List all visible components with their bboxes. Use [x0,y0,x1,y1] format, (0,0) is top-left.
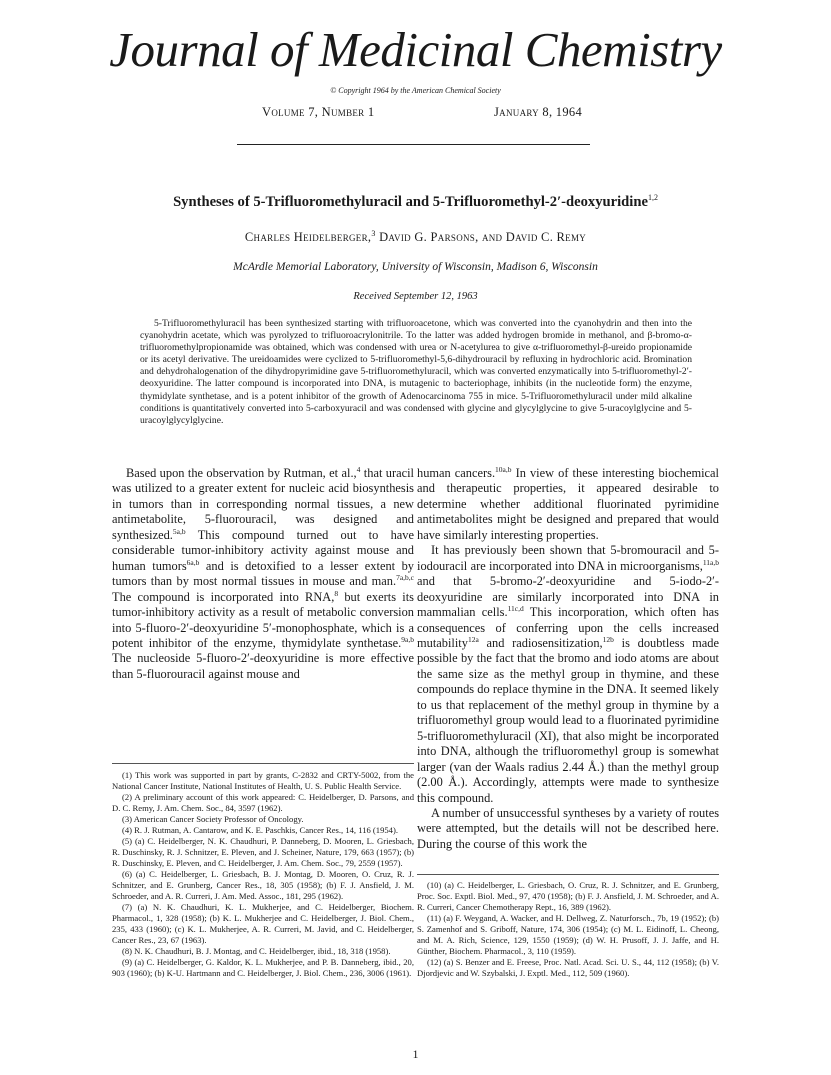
footnote: (12) (a) S. Benzer and E. Freese, Proc. Natl. Acad. Sci. U. S., 44, 112 (1958); (b) V. Djordjevic and W. Szybalski, J. Exptl. Med., 112, 509 (1960). [417,957,719,978]
footnotes-left [112,770,414,979]
body-text: human cancers. [417,466,496,480]
received-date: Received September 12, 1963 [353,291,478,302]
footnote: (5) (a) C. Heidelberger, N. K. Chaudhuri, P. Danneberg, D. Mooren, L. Griesbach, R. Duschinsky, R. J. Schnitzer, E. Pleven, and J. Scheiner, Nature, 179, 663 (1957); (b) R. Duschinsky, E. Pleven, and C. Heidelberger, J. Am. Chem. Soc., 79, 2559 (1957). [112,836,414,868]
body-text: and that 5-bromo-2′-deoxyuridine and 5-iodo-2′-deoxyuridine are similarly incorporated into DNA in mammalian cells. [417,574,719,620]
footnote-rule-left [112,763,414,764]
citation-ref: 12a [467,634,479,644]
citation-ref: 4 [356,464,361,474]
author-footnote-ref: 3 [371,229,376,238]
citation-ref: 6a,b [186,557,200,567]
citation-ref: 11c,d [507,603,524,613]
footnote-rule-right [417,874,719,875]
body-text: This incorporation, which often has consequences of conferring upon the cells increased mutability [417,605,719,650]
citation-ref: 5a,b [172,526,186,536]
copyright-notice: © Copyright 1964 by the American Chemical Society [330,86,501,95]
citation-ref: 9a,b [401,634,414,644]
footnotes-right [417,880,719,979]
affiliation: McArdle Memorial Laboratory, University of Wisconsin, Madison 6, Wisconsin [233,261,598,273]
citation-ref: 11a,b [702,557,719,567]
page-number: 1 [412,1047,419,1061]
body-paragraph [417,466,719,543]
article-title [0,193,831,211]
body-text: This compound turned out to have considerable tumor-inhibitory activity against mouse and human tumors [112,527,414,573]
body-text: The compound is incorporated into RNA, [112,589,335,604]
body-text: In view of these interesting biochemical and therapeutic properties, it appeared desirable to determine whether additional fluorinated pyrimidine antimetabolites might be designed and prepared that would have similarly interesting properties. [417,466,719,542]
authors-rest: David G. Parsons, and David C. Remy [375,230,587,245]
citation-ref: 12b [602,634,614,644]
journal-title: Journal of Medicinal Chemistry [109,22,722,77]
title-footnote-refs: 1,2 [647,193,658,202]
header-rule [237,144,590,145]
body-text: It has previously been shown that 5-bromouracil and 5-iodouracil are incorporated into DNA in microorganisms, [417,543,719,573]
authors [0,229,831,245]
body-column-left [112,466,414,682]
footnote: (7) (a) N. K. Chaudhuri, K. L. Mukherjee, and C. Heidelberger, Biochem. Pharmacol., 1, 328 (1958); (b) K. L. Mukherjee and C. Heidelberger, J. Biol. Chem., 235, 433 (1960); (c) K. L. Mukherjee, A. R. Curreri, M. Javid, and C. Heidelberger, Cancer Res., 23, 67 (1963). [112,902,414,945]
body-column-right [417,466,719,852]
footnote: (9) (a) C. Heidelberger, G. Kaldor, K. L. Mukherjee, and P. B. Danneberg, ibid., 20, 903 (1960); (b) K-U. Hartmann and C. Heidelberger, J. Biol. Chem., 236, 3006 (1961). [112,957,414,978]
body-text: that uracil was utilized to a greater extent for nucleic acid biosynthesis in tumors than in corresponding normal tissues, a new antimetabolite, 5-fluorouracil, was designed and synthesized. [112,466,415,542]
footnote: (2) A preliminary account of this work appeared: C. Heidelberger, D. Parsons, and D. C. Remy, J. Am. Chem. Soc., 84, 3597 (1962). [112,792,414,813]
author-heidelberger: Charles Heidelberger, [244,230,372,245]
citation-ref: 10a,b [495,464,512,474]
issue-date: January 8, 1964 [494,105,582,119]
citation-ref: 8 [334,588,339,598]
abstract: 5-Trifluoromethyluracil has been synthesized starting with trifluoroacetone, which was converted into the cyanohydrin and then into the cyanohydrin acetate, which was pyrolyzed to trifluoroacrylonitrile. To the latter was added hydrogen bromide in methanol, and β-bromo-α-trifluoromethylpropionamide was obtained, which was condensed with urea or N-acetylurea to give α-trifluoromethyl-β-ureido propionamide or its acetyl derivative. The ureidoamides were cyclized to 5-trifluoromethyl-5,6-dihydrouracil by refluxing in hydrochloric acid. Bromination and dehydrohalogenation of the dihydropyrimidine gave 5-trifluoromethyluracil, which was converted enzymatically into 5-trifluoromethyl-2′-deoxyuridine. The latter compound is incorporated into DNA, is mutagenic to bacteriophage, inhibits (in the nucleotide form) the enzyme, thymidylate synthetase, and is a potent inhibitor of the growth of Adenocarcinoma 755 in mice. 5-Trifluoromethyluracil under mild alkaline conditions is quantitatively converted into 5-carboxyuracil and was condensed with glycine and glycylglycine to give 5-uracoylglycine and 5-uracoylglycylglycine. [140,318,692,426]
footnote: (8) N. K. Chaudhuri, B. J. Montag, and C. Heidelberger, ibid., 18, 318 (1958). [122,946,391,956]
footnote: (10) (a) C. Heidelberger, L. Griesbach, O. Cruz, R. J. Schnitzer, and E. Grunberg, Proc. Soc. Exptl. Biol. Med., 97, 470 (1958); (b) F. J. Ansfield, J. M. Schroeder, and A. R. Curreri, Cancer Chemotherapy Rept., 16, 389 (1962). [417,880,719,912]
footnote: (1) This work was supported in part by grants, C-2832 and CRTY-5002, from the National Cancer Institute, National Institutes of Health, U. S. Public Health Service. [112,770,414,791]
footnote: (6) (a) C. Heidelberger, L. Griesbach, B. J. Montag, D. Mooren, O. Cruz, R. J. Schnitzer, and E. Grunberg, Cancer Res., 18, 305 (1958); (b) F. J. Ansfield, J. M. Schroeder, and A. R. Curreri, J. Am. Med. Assoc., 181, 295 (1962). [112,869,414,901]
body-paragraph: A number of unsuccessful syntheses by a variety of routes were attempted, but the details will not be described here. During the course of this work the [417,805,720,851]
body-text: and is detoxified to a lesser extent by tumors than by most normal tissues in mouse and man. [112,558,414,589]
footnote: (4) R. J. Rutman, A. Cantarow, and K. E. Paschkis, Cancer Res., 14, 116 (1954). [122,825,398,835]
volume-number: Volume 7, Number 1 [262,105,375,119]
citation-ref: 7a,b,c [396,573,414,583]
body-paragraph [112,466,414,682]
body-text: is doubtless made possible by the fact that the bromo and iodo atoms are about the same size as the methyl group in thymine, and these compounds do replace thymine in the DNA. It seemed likely to us that replacement of the methyl group in thymine by a trifluoromethyl group would lead to a fluorinated pyrimidine 5-trifluoromethyluracil (XI), that also might be incorporated into DNA, although the trifluoromethyl group is somewhat larger (van der Waals radius 2.44 Å.) than the methyl group (2.00 Å.). Accordingly, attempts were made to synthesize this compound. [417,635,719,805]
body-text: but exerts its tumor-inhibitory activity as a result of metabolic conversion into 5-fluoro-2′-deoxyuridine 5′-monophosphate, which is a potent inhibitor of the enzyme, thymidylate synthetase. [112,589,414,650]
footnote: (3) American Cancer Society Professor of Oncology. [122,814,304,824]
body-text: The nucleoside 5-fluoro-2′-deoxyuridine is more effective than 5-fluorouracil against mouse and [112,651,414,681]
article-title-text: Syntheses of 5-Trifluoromethyluracil and 5-Trifluoromethyl-2′-deoxyuridine [173,193,648,210]
body-paragraph [417,543,719,806]
body-text: Based upon the observation by Rutman, et al., [126,466,357,480]
body-text: and radiosensitization, [478,635,603,650]
footnote: (11) (a) F. Weygand, A. Wacker, and H. Dellweg, Z. Naturforsch., 7b, 19 (1952); (b) S. Zamenhof and S. Griboff, Nature, 174, 306 (1954); (c) M. L. Eidinoff, L. Cheong, and M. A. Rich, Science, 129, 1550 (1959); (d) W. H. Prusoff, J. J. Jaffe, and H. Günther, Biochem. Pharmacol., 3, 110 (1959). [417,913,719,956]
